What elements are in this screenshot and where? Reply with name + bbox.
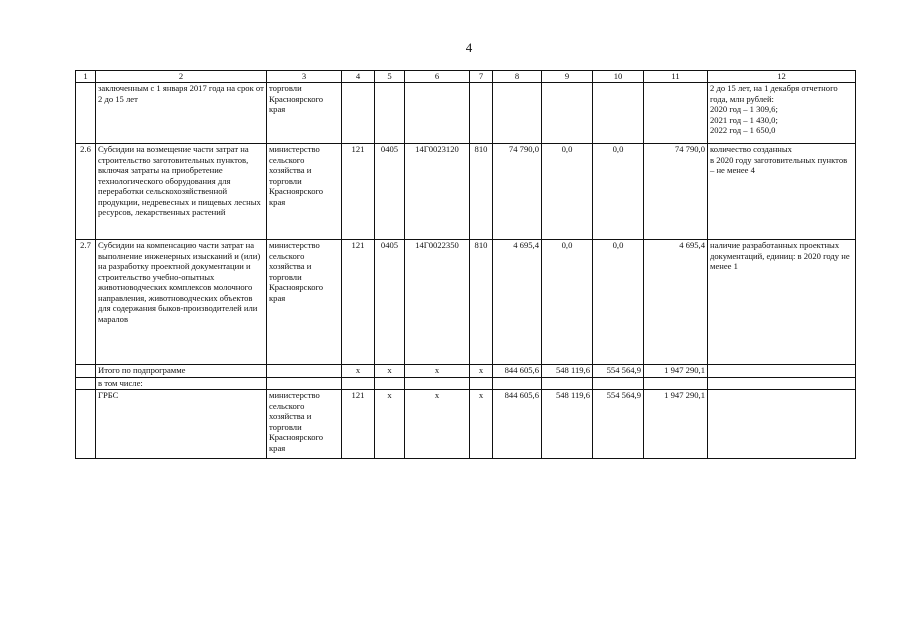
header-cell: 8 — [493, 71, 542, 83]
expected-result — [708, 390, 856, 459]
row-number — [76, 390, 96, 459]
grbs-code: х — [342, 365, 375, 378]
amount-2022 — [593, 378, 644, 390]
amount-2022: 554 564,9 — [593, 390, 644, 459]
expected-result: наличие разработанных проектных документаций, единиц: в 2020 году не менее 1 — [708, 240, 856, 365]
header-cell: 5 — [375, 71, 405, 83]
measure-name: Субсидии на возмещение части затрат на строительство заготовительных пунктов, включая затраты на приобретение технологического оборудования для переработки сельскохозяйственной продукции, недревесных и пищевых лесных ресурсов, лекарственных растений — [96, 144, 267, 240]
measure-name: заключенным с 1 января 2017 года на срок от 2 до 15 лет — [96, 83, 267, 144]
amount-2020: 4 695,4 — [493, 240, 542, 365]
header-cell: 9 — [542, 71, 593, 83]
page-number: 4 — [465, 40, 473, 55]
grbs-code: 121 — [342, 390, 375, 459]
amount-2022 — [593, 83, 644, 144]
total-row — [76, 365, 856, 378]
amount-total — [644, 378, 708, 390]
grbs-code: 121 — [342, 144, 375, 240]
section-code: 0405 — [375, 144, 405, 240]
table-row — [76, 144, 856, 240]
header-cell: 6 — [405, 71, 470, 83]
header-cell: 11 — [644, 71, 708, 83]
section-code: х — [375, 365, 405, 378]
row-number: 2.7 — [76, 240, 96, 365]
target-article: 14Г0023120 — [405, 144, 470, 240]
expected-result — [708, 378, 856, 390]
row-number — [76, 378, 96, 390]
amount-total: 74 790,0 — [644, 144, 708, 240]
expense-type: х — [470, 365, 493, 378]
grbs-name: торговли Красноярского края — [267, 83, 342, 144]
grbs-name — [267, 365, 342, 378]
table-row — [76, 378, 856, 390]
header-cell: 12 — [708, 71, 856, 83]
amount-2022: 0,0 — [593, 144, 644, 240]
table-row — [76, 240, 856, 365]
amount-2020 — [493, 83, 542, 144]
amount-2022: 0,0 — [593, 240, 644, 365]
amount-total: 1 947 290,1 — [644, 390, 708, 459]
section-code — [375, 83, 405, 144]
expected-result: количество созданных в 2020 году заготовительных пунктов – не менее 4 — [708, 144, 856, 240]
grbs-code: 121 — [342, 240, 375, 365]
target-article: х — [405, 365, 470, 378]
header-cell: 2 — [96, 71, 267, 83]
amount-2020: 844 605,6 — [493, 365, 542, 378]
amount-total: 4 695,4 — [644, 240, 708, 365]
target-article — [405, 378, 470, 390]
measure-name: Итого по подпрограмме — [96, 365, 267, 378]
amount-2021 — [542, 83, 593, 144]
amount-total: 1 947 290,1 — [644, 365, 708, 378]
grbs-name: министерство сельского хозяйства и торговли Красноярского края — [267, 144, 342, 240]
expense-type: 810 — [470, 144, 493, 240]
expense-type — [470, 378, 493, 390]
expense-type — [470, 83, 493, 144]
section-code: х — [375, 390, 405, 459]
program-table — [75, 70, 856, 459]
header-cell: 1 — [76, 71, 96, 83]
target-article: 14Г0022350 — [405, 240, 470, 365]
header-cell: 7 — [470, 71, 493, 83]
header-cell: 4 — [342, 71, 375, 83]
table-row — [76, 390, 856, 459]
expense-type: 810 — [470, 240, 493, 365]
header-cell: 10 — [593, 71, 644, 83]
amount-total — [644, 83, 708, 144]
section-code — [375, 378, 405, 390]
amount-2021: 0,0 — [542, 240, 593, 365]
amount-2020: 844 605,6 — [493, 390, 542, 459]
amount-2020 — [493, 378, 542, 390]
target-article — [405, 83, 470, 144]
amount-2021: 548 119,6 — [542, 365, 593, 378]
amount-2022: 554 564,9 — [593, 365, 644, 378]
expense-type: х — [470, 390, 493, 459]
header-cell: 3 — [267, 71, 342, 83]
expected-result: 2 до 15 лет, на 1 декабря отчетного года, млн рублей: 2020 год – 1 309,6; 2021 год – 1 430,0; 2022 год – 1 650,0 — [708, 83, 856, 144]
measure-name: в том числе: — [96, 378, 267, 390]
target-article: х — [405, 390, 470, 459]
expected-result — [708, 365, 856, 378]
grbs-name: министерство сельского хозяйства и торговли Красноярского края — [267, 390, 342, 459]
grbs-name — [267, 378, 342, 390]
grbs-code — [342, 83, 375, 144]
row-number: 2.6 — [76, 144, 96, 240]
table-row — [76, 83, 856, 144]
measure-name: ГРБС — [96, 390, 267, 459]
header-row — [76, 71, 856, 83]
amount-2021: 0,0 — [542, 144, 593, 240]
row-number — [76, 83, 96, 144]
amount-2020: 74 790,0 — [493, 144, 542, 240]
amount-2021: 548 119,6 — [542, 390, 593, 459]
grbs-name: министерство сельского хозяйства и торговли Красноярского края — [267, 240, 342, 365]
section-code: 0405 — [375, 240, 405, 365]
measure-name: Субсидии на компенсацию части затрат на выполнение инженерных изысканий и (или) на разработку проектной документации и строительство учебно-опытных животноводческих комплексов молочного направления, животноводческих объектов для содержания быков-производителей или маралов — [96, 240, 267, 365]
grbs-code — [342, 378, 375, 390]
amount-2021 — [542, 378, 593, 390]
row-number — [76, 365, 96, 378]
